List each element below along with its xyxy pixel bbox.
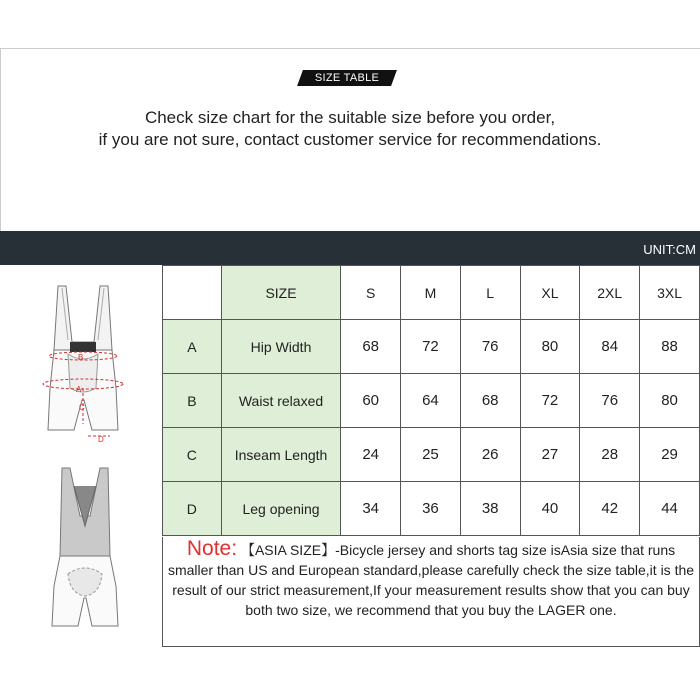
value-cell: 68: [460, 374, 520, 428]
row-label: Waist relaxed: [221, 374, 341, 428]
value-cell: 26: [460, 428, 520, 482]
value-cell: 24: [341, 428, 401, 482]
diagram-label-c: C: [79, 403, 85, 412]
row-label: Leg opening: [221, 482, 341, 536]
value-cell: 80: [520, 320, 580, 374]
top-divider: [0, 48, 700, 49]
row-label: Hip Width: [221, 320, 341, 374]
value-cell: 80: [640, 374, 700, 428]
value-cell: 60: [341, 374, 401, 428]
value-cell: 84: [580, 320, 640, 374]
size-table-badge: [297, 70, 397, 86]
size-col-3xl: 3XL: [640, 266, 700, 320]
size-col-l: L: [460, 266, 520, 320]
size-header-cell: SIZE: [221, 266, 341, 320]
corner-cell: [163, 266, 222, 320]
note-box: [162, 537, 700, 647]
value-cell: 44: [640, 482, 700, 536]
table-row: [163, 374, 700, 428]
intro-line-2: if you are not sure, contact customer service for recommendations.: [98, 130, 602, 149]
row-code: B: [163, 374, 222, 428]
row-code: C: [163, 428, 222, 482]
row-label: Inseam Length: [221, 428, 341, 482]
value-cell: 27: [520, 428, 580, 482]
bib-back-diagram-icon: [40, 466, 130, 636]
diagram-label-a: A: [76, 385, 82, 394]
size-col-s: S: [341, 266, 401, 320]
value-cell: 72: [520, 374, 580, 428]
size-col-2xl: 2XL: [580, 266, 640, 320]
header-bar: [0, 231, 700, 265]
value-cell: 34: [341, 482, 401, 536]
note-text: 【ASIA SIZE】-Bicycle jersey and shorts tag size isAsia size that runs smaller than US and European standard,please carefully check the size table,it is the result of our strict measurement,If your measurement results show that you can buy both two size, we recommend that you buy the LAGER one.: [167, 542, 695, 618]
note-label: Note:: [186, 537, 238, 560]
diagram-label-b: B: [78, 353, 84, 362]
value-cell: 76: [580, 374, 640, 428]
value-cell: 88: [640, 320, 700, 374]
value-cell: 38: [460, 482, 520, 536]
size-col-xl: XL: [520, 266, 580, 320]
value-cell: 40: [520, 482, 580, 536]
value-cell: 36: [401, 482, 461, 536]
size-table: [162, 265, 700, 536]
value-cell: 76: [460, 320, 520, 374]
row-code: D: [163, 482, 222, 536]
table-row: [163, 482, 700, 536]
unit-label: UNIT:CM: [643, 242, 696, 257]
value-cell: 64: [401, 374, 461, 428]
badge-label: SIZE TABLE: [314, 72, 380, 84]
intro-line-1: Check size chart for the suitable size before you order,: [144, 108, 556, 127]
value-cell: 68: [341, 320, 401, 374]
value-cell: 28: [580, 428, 640, 482]
value-cell: 29: [640, 428, 700, 482]
value-cell: 42: [580, 482, 640, 536]
value-cell: 25: [401, 428, 461, 482]
value-cell: 72: [401, 320, 461, 374]
size-col-m: M: [401, 266, 461, 320]
row-code: A: [163, 320, 222, 374]
size-header-row: [163, 266, 700, 320]
table-row: [163, 320, 700, 374]
table-row: [163, 428, 700, 482]
bib-front-diagram-icon: [38, 284, 128, 444]
diagram-label-d: D: [98, 435, 104, 444]
